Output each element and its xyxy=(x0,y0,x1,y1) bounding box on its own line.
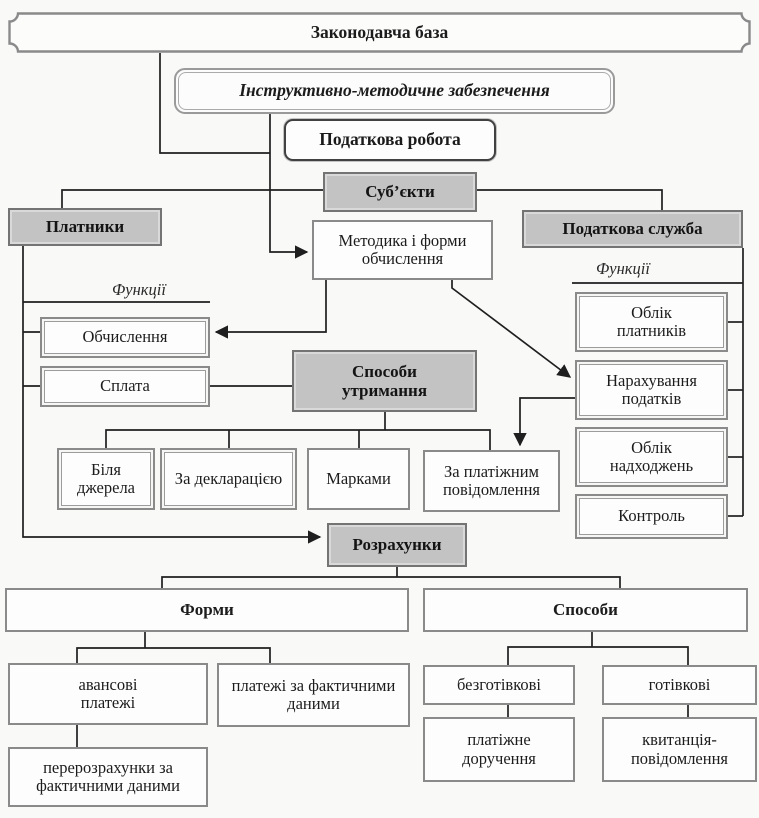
node-kvytantsiia-povidomlennia xyxy=(602,717,757,782)
node-markamy xyxy=(307,448,410,510)
node-platizhne-doruchennia xyxy=(423,717,575,782)
connector-utrymannia-bar xyxy=(106,430,490,450)
connector-metodyka-to-obchyslennia xyxy=(216,280,326,332)
node-label: безготівкові xyxy=(457,674,541,694)
node-label: Форми xyxy=(180,600,234,620)
node-label: Обчислення xyxy=(82,327,168,347)
node-label: Суб’єкти xyxy=(365,182,435,202)
connector-rozrakhunky-bar xyxy=(162,577,620,588)
node-label: Методика і форми обчислення xyxy=(338,230,467,268)
node-oblik-nadkhodzhen xyxy=(575,427,728,487)
node-label: Податкова служба xyxy=(562,219,703,239)
node-avansovi-platezhi xyxy=(8,663,208,725)
node-label: Інструктивно-методичне забезпечення xyxy=(239,80,550,101)
node-label: Розрахунки xyxy=(352,535,442,555)
node-hotivkovi xyxy=(602,665,757,705)
connector-formy-bar xyxy=(77,648,270,663)
node-platnyky xyxy=(8,208,162,246)
node-pererozrakhunky xyxy=(8,747,208,807)
node-podatkova-sluzhba xyxy=(522,210,743,248)
node-podatkova-robota xyxy=(284,119,496,161)
funktsii-left-text: Функції xyxy=(112,280,166,299)
label-funktsii-left xyxy=(112,280,166,300)
node-label: Нарахування податків xyxy=(606,370,697,408)
node-label: Законодавча база xyxy=(310,21,449,42)
label-funktsii-right xyxy=(596,259,650,279)
node-label: Сплата xyxy=(100,376,150,396)
node-label: перерозрахунки за фактичними даними xyxy=(36,757,180,795)
node-obchyslennia xyxy=(40,317,210,358)
node-label: Біля джерела xyxy=(76,459,136,497)
node-platezhi-za-faktychnymy xyxy=(217,663,410,727)
node-label: авансові платежі xyxy=(78,674,138,712)
node-label: За платіжним повідомлення xyxy=(442,461,541,499)
node-zakonodavcha-baza xyxy=(8,12,751,53)
node-label: Способи xyxy=(553,600,618,620)
node-label: За декларацією xyxy=(174,468,283,488)
node-label: платіжне доручення xyxy=(462,730,536,768)
node-label: платежі за фактичними даними xyxy=(231,675,396,713)
node-label: Облік платників xyxy=(616,302,687,340)
node-narakhuvannia-podatkiv xyxy=(575,360,728,420)
node-label: Контроль xyxy=(618,506,685,526)
node-bilia-dzherela xyxy=(57,448,155,510)
node-rozrakhunky xyxy=(327,523,467,567)
node-metodyka-formy-obchyslennia xyxy=(312,220,493,280)
node-label: Марками xyxy=(326,468,391,488)
node-label: Облік надходжень xyxy=(609,437,694,475)
node-instruktyvno-metodychne xyxy=(174,68,615,114)
node-label: готівкові xyxy=(648,674,711,694)
node-za-deklaratsiieiu xyxy=(160,448,297,510)
node-oblik-platnykiv xyxy=(575,292,728,352)
node-bezghotivkovi xyxy=(423,665,575,705)
node-splata xyxy=(40,366,210,407)
node-sposoby-utrymannia xyxy=(292,350,477,412)
node-label: Способи утримання xyxy=(341,361,428,400)
node-za-platizhnym-povidomlennia xyxy=(423,450,560,512)
node-sposoby xyxy=(423,588,748,632)
connector-sposoby-bar xyxy=(508,647,688,665)
node-formy xyxy=(5,588,409,632)
node-kontrol xyxy=(575,494,728,539)
connector-narakhuvannia-to-za-platizhnym xyxy=(520,398,575,445)
node-label: Платники xyxy=(45,217,125,237)
node-label: квитанція-повідомлення xyxy=(630,730,729,768)
funktsii-right-text: Функції xyxy=(596,259,650,278)
node-subjekty xyxy=(323,172,477,212)
node-label: Податкова робота xyxy=(319,129,461,150)
